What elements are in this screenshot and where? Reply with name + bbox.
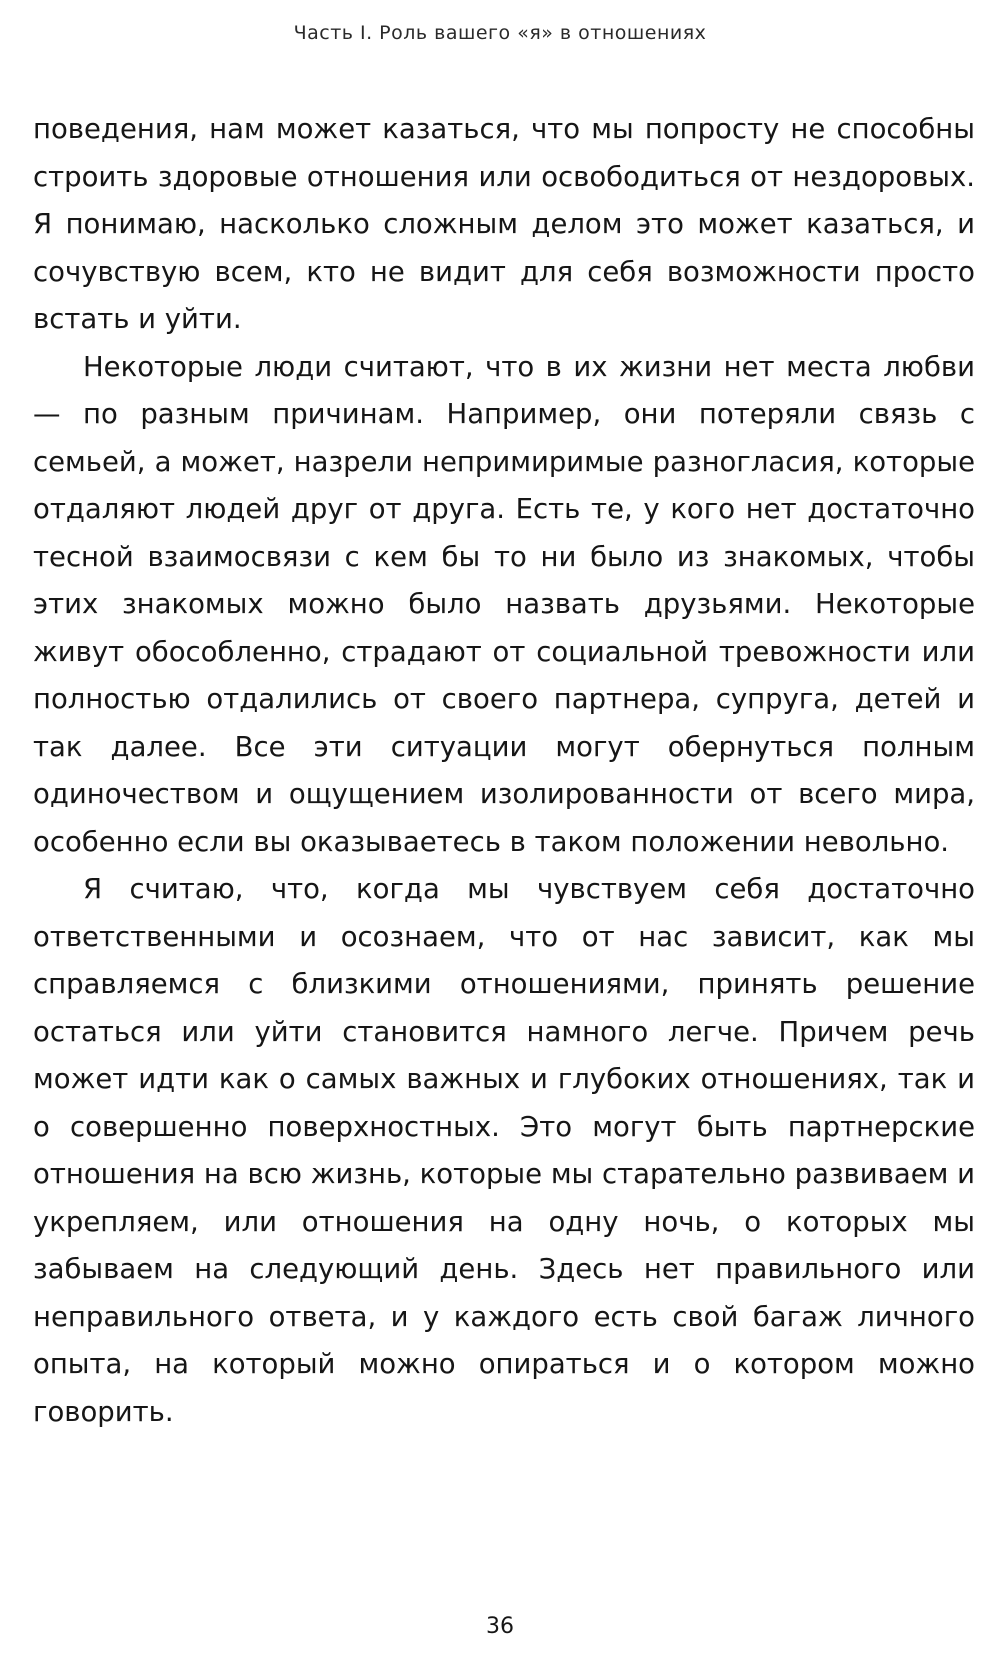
body-text: [33, 106, 975, 1436]
page-number: 36: [486, 1614, 514, 1639]
paragraph: Я считаю, что, когда мы чувствуем себя достаточно ответственными и осознаем, что от нас зависит, как мы справляемся с близкими отношениями, принять решение остаться или уйти становится намного легче. Причем речь может идти как о самых важных и глубоких отношениях, так и о совершенно поверхностных. Это могут быть партнерские отношения на всю жизнь, которые мы старательно развиваем и укрепляем, или отношения на одну ночь, о которых мы забываем на следующий день. Здесь нет правильного или неправильного ответа, и у каждого есть свой багаж личного опыта, на который можно опираться и о котором можно говорить.: [33, 873, 975, 1428]
paragraph-continued: поведения, нам может казаться, что мы попросту не способны строить здоровые отношения или освободиться от нездоровых. Я понимаю, насколько сложным делом это может казаться, и сочувствую всем, кто не видит для себя возможности просто встать и уйти.: [33, 113, 975, 335]
paragraph: Некоторые люди считают, что в их жизни нет места любви — по разным причинам. Например, они потеряли связь с семьей, а может, назрели непримиримые разногласия, которые отдаляют людей друг от друга. Есть те, у кого нет достаточно тесной взаимосвязи с кем бы то ни было из знакомых, чтобы этих знакомых можно было назвать друзьями. Некоторые живут обособленно, страдают от социальной тревожности или полностью отдалились от своего партнера, супруга, детей и так далее. Все эти ситуации могут обернуться полным одиночеством и ощущением изолированности от всего мира, особенно если вы оказываетесь в таком положении невольно.: [33, 350, 975, 858]
running-header: Часть I. Роль вашего «я» в отношениях: [293, 22, 707, 44]
